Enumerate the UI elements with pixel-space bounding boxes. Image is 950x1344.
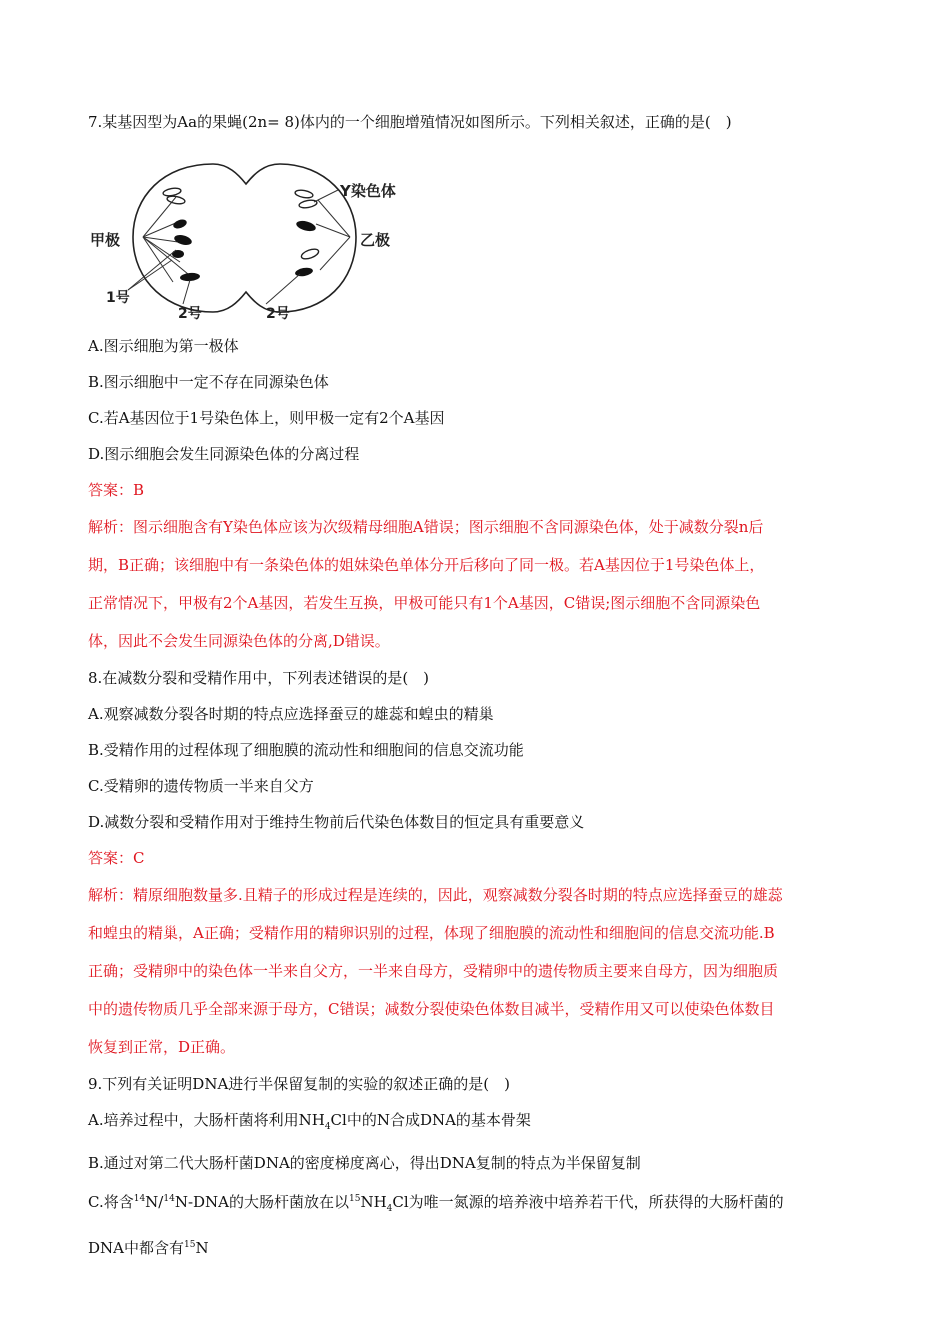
q8-answer: 答案：C (88, 849, 145, 867)
q8-explanation-line: 和蝗虫的精巢，A正确；受精作用的精卵识别的过程，体现了细胞膜的流动性和细胞间的信息交流功能.B (88, 924, 775, 942)
chromosomes-right (294, 189, 319, 278)
q9-option-c-sup: 15 (183, 1240, 196, 1250)
q9-option-c (88, 1189, 868, 1219)
label-no1: 1号 (106, 290, 130, 306)
q7-answer: 答案：B (88, 481, 145, 499)
cell-membrane (133, 164, 356, 312)
q9-option-c-sup: 14 (163, 1194, 175, 1204)
q7-explanation-line: 期，B正确；该细胞中有一条染色体的姐妹染色单体分开后移向了同一极。若A基因位于1号染色体上， (88, 556, 765, 574)
q7-explanation-line: 体，因此不会发生同源染色体的分离,D错误。 (88, 632, 390, 650)
q7-option-c: C.若A基因位于1号染色体上，则甲极一定有2个A基因 (88, 409, 445, 427)
q7-explanation (88, 508, 868, 660)
label-yi-pole: 乙极 (360, 231, 391, 249)
q9-option-c-text: N-DNA的大肠杆菌放在以 (174, 1193, 349, 1211)
q8-explanation (88, 876, 868, 1066)
spindle-right (316, 200, 350, 270)
q9-option-c-sub: 4 (386, 1204, 393, 1214)
q8-option-b: B.受精作用的过程体现了细胞膜的流动性和细胞间的信息交流功能 (88, 741, 524, 759)
chromosomes-left (163, 187, 201, 282)
q7-option-a: A.图示细胞为第一极体 (88, 337, 239, 355)
q7-option-b: B.图示细胞中一定不存在同源染色体 (88, 373, 329, 391)
q9-option-c-sup: 15 (349, 1194, 361, 1204)
q9-option-c-text: DNA中都含有 (88, 1239, 184, 1257)
q8-option-a: A.观察减数分裂各时期的特点应选择蚕豆的雄蕊和蝗虫的精巢 (88, 705, 494, 723)
q8-explanation-line: 中的遗传物质几乎全部来源于母方，C错误；减数分裂使染色体数目减半，受精作用又可以使染色体数目 (88, 1000, 775, 1018)
document-page (88, 112, 868, 1274)
q8-option-d: D.减数分裂和受精作用对于维持生物前后代染色体数目的恒定具有重要意义 (88, 813, 585, 831)
label-y-chromosome: Y染色体 (340, 182, 396, 200)
q7-cell-figure (88, 142, 868, 332)
q9-option-c-line2 (88, 1235, 868, 1258)
q9-stem: 9.下列有关证明DNA进行半保留复制的实验的叙述正确的是( ) (88, 1075, 511, 1093)
q8-explanation-line: 正确；受精卵中的染色体一半来自父方，一半来自母方，受精卵中的遗传物质主要来自母方，因为细胞质 (88, 962, 779, 980)
cell-division-diagram (88, 142, 396, 332)
q7-explanation-line: 正常情况下，甲极有2个A基因，若发生互换，甲极可能只有1个A基因，C错误;图示细胞不含同源染色 (88, 594, 761, 612)
q7-explanation-line: 解析：图示细胞含有Y染色体应该为次级精母细胞A错误；图示细胞不含同源染色体，处于减数分裂n后 (88, 518, 764, 536)
q9-option-c-text: N (195, 1239, 209, 1257)
q9-option-b: B.通过对第二代大肠杆菌DNA的密度梯度离心，得出DNA复制的特点为半保留复制 (88, 1154, 641, 1172)
q7-stem: 7.某基因型为Aa的果蝇(2n= 8)体内的一个细胞增殖情况如图所示。下列相关叙述，正确的是( ) (88, 113, 732, 131)
q9-option-c-text: N/ (145, 1193, 164, 1211)
q9-option-c-sup: 14 (133, 1194, 146, 1204)
q9-option-a-subscript: 4 (324, 1122, 331, 1132)
label-jia-pole: 甲极 (90, 231, 121, 249)
q8-explanation-line: 解析：精原细胞数量多.且精子的形成过程是连续的，因此，观察减数分裂各时期的特点应选择蚕豆的雄蕊 (88, 886, 783, 904)
q8-stem: 8.在减数分裂和受精作用中，下列表述错误的是( ) (88, 669, 430, 687)
q9-option-c-text: NH (360, 1193, 387, 1211)
q9-option-a-text: A.培养过程中，大肠杆菌将利用NH (88, 1111, 325, 1129)
q9-option-c-text: Cl为唯一氮源的培养液中培养若干代，所获得的大肠杆菌的 (392, 1193, 784, 1211)
q8-explanation-line: 恢复到正常，D正确。 (88, 1038, 236, 1056)
label-no2-left: 2号 (178, 306, 202, 322)
q9-option-a-text-end: Cl中的N合成DNA的基本骨架 (330, 1111, 531, 1129)
label-no2-right: 2号 (266, 306, 290, 322)
q9-option-c-text: C.将含 (88, 1193, 134, 1211)
q9-option-a (88, 1110, 868, 1137)
q7-option-d: D.图示细胞会发生同源染色体的分离过程 (88, 445, 360, 463)
q8-option-c: C.受精卵的遗传物质一半来自父方 (88, 777, 314, 795)
